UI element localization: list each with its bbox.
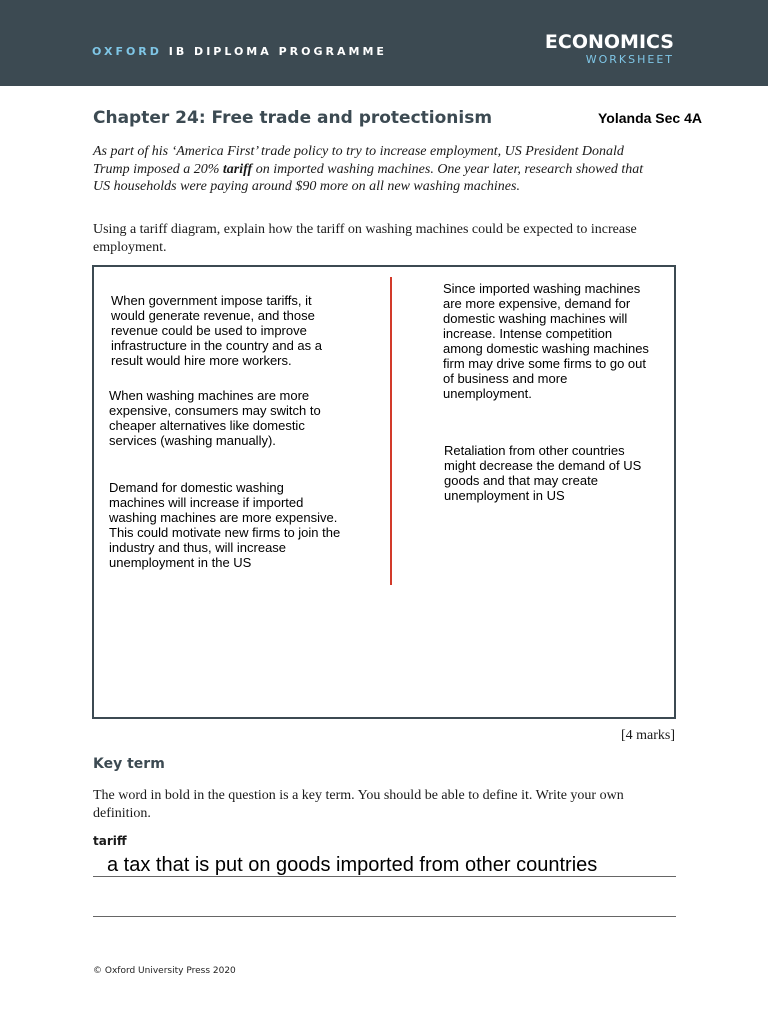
student-name: Yolanda Sec 4A [597,110,702,126]
programme-brand [92,45,387,58]
answer-note-right-1: Since imported washing machines are more expensive, demand for domestic washing machines will increase. Intense competition among domestic washing machines firm may drive some firms to go out of business and more unemployment. [443,281,649,401]
brand-oxford: OXFORD [92,45,162,58]
key-term-heading: Key term [93,756,165,772]
key-term-instructions: The word in bold in the question is a key term. You should be able to define it. Write your own definition. [93,788,624,821]
marks-label: [4 marks] [620,728,675,743]
subject-subtitle: WORKSHEET [585,53,674,66]
intro-paragraph [93,143,653,196]
definition-line-2 [93,916,676,917]
answer-note-right-2: Retaliation from other countries might decrease the demand of US goods and that may create unemployment in US [444,443,642,503]
copyright-footer: © Oxford University Press 2020 [93,966,236,976]
answer-note-left-3: Demand for domestic washing machines will increase if imported washing machines are more expensive. This could motivate new firms to join the industry and thus, will increase unemployment in the US [109,480,341,570]
definition-line-1 [93,876,676,877]
answer-note-left-1: When government impose tariffs, it would generate revenue, and those revenue could be used to improve infrastructure in the country and as a result would hire more workers. [111,293,323,368]
brand-programme: IB DIPLOMA PROGRAMME [168,45,387,58]
divider-line [390,277,392,585]
term-label: tariff [93,834,127,848]
subject-logo [545,31,674,66]
worksheet-header [0,0,768,86]
subject-title: ECONOMICS [544,31,674,53]
question-text: Using a tariff diagram, explain how the tariff on washing machines could be expected to increase employment. [93,222,637,255]
intro-text-end: on imported washing machines. One year later, research showed that US households were paying around $90 more on all new washing machines. [93,161,644,194]
intro-text-start: As part of his ‘America First’ trade policy to try to increase employment, US President Donald Trump imposed a 20% [93,144,624,177]
answer-note-left-2: When washing machines are more expensive, consumers may switch to cheaper alternatives like domestic services (washing manually). [109,388,321,448]
intro-key-term: tariff [222,161,253,177]
chapter-title: Chapter 24: Free trade and protectionism [93,108,493,128]
definition-text[interactable]: a tax that is put on goods imported from other countries [107,854,598,876]
answer-box[interactable] [92,265,676,719]
